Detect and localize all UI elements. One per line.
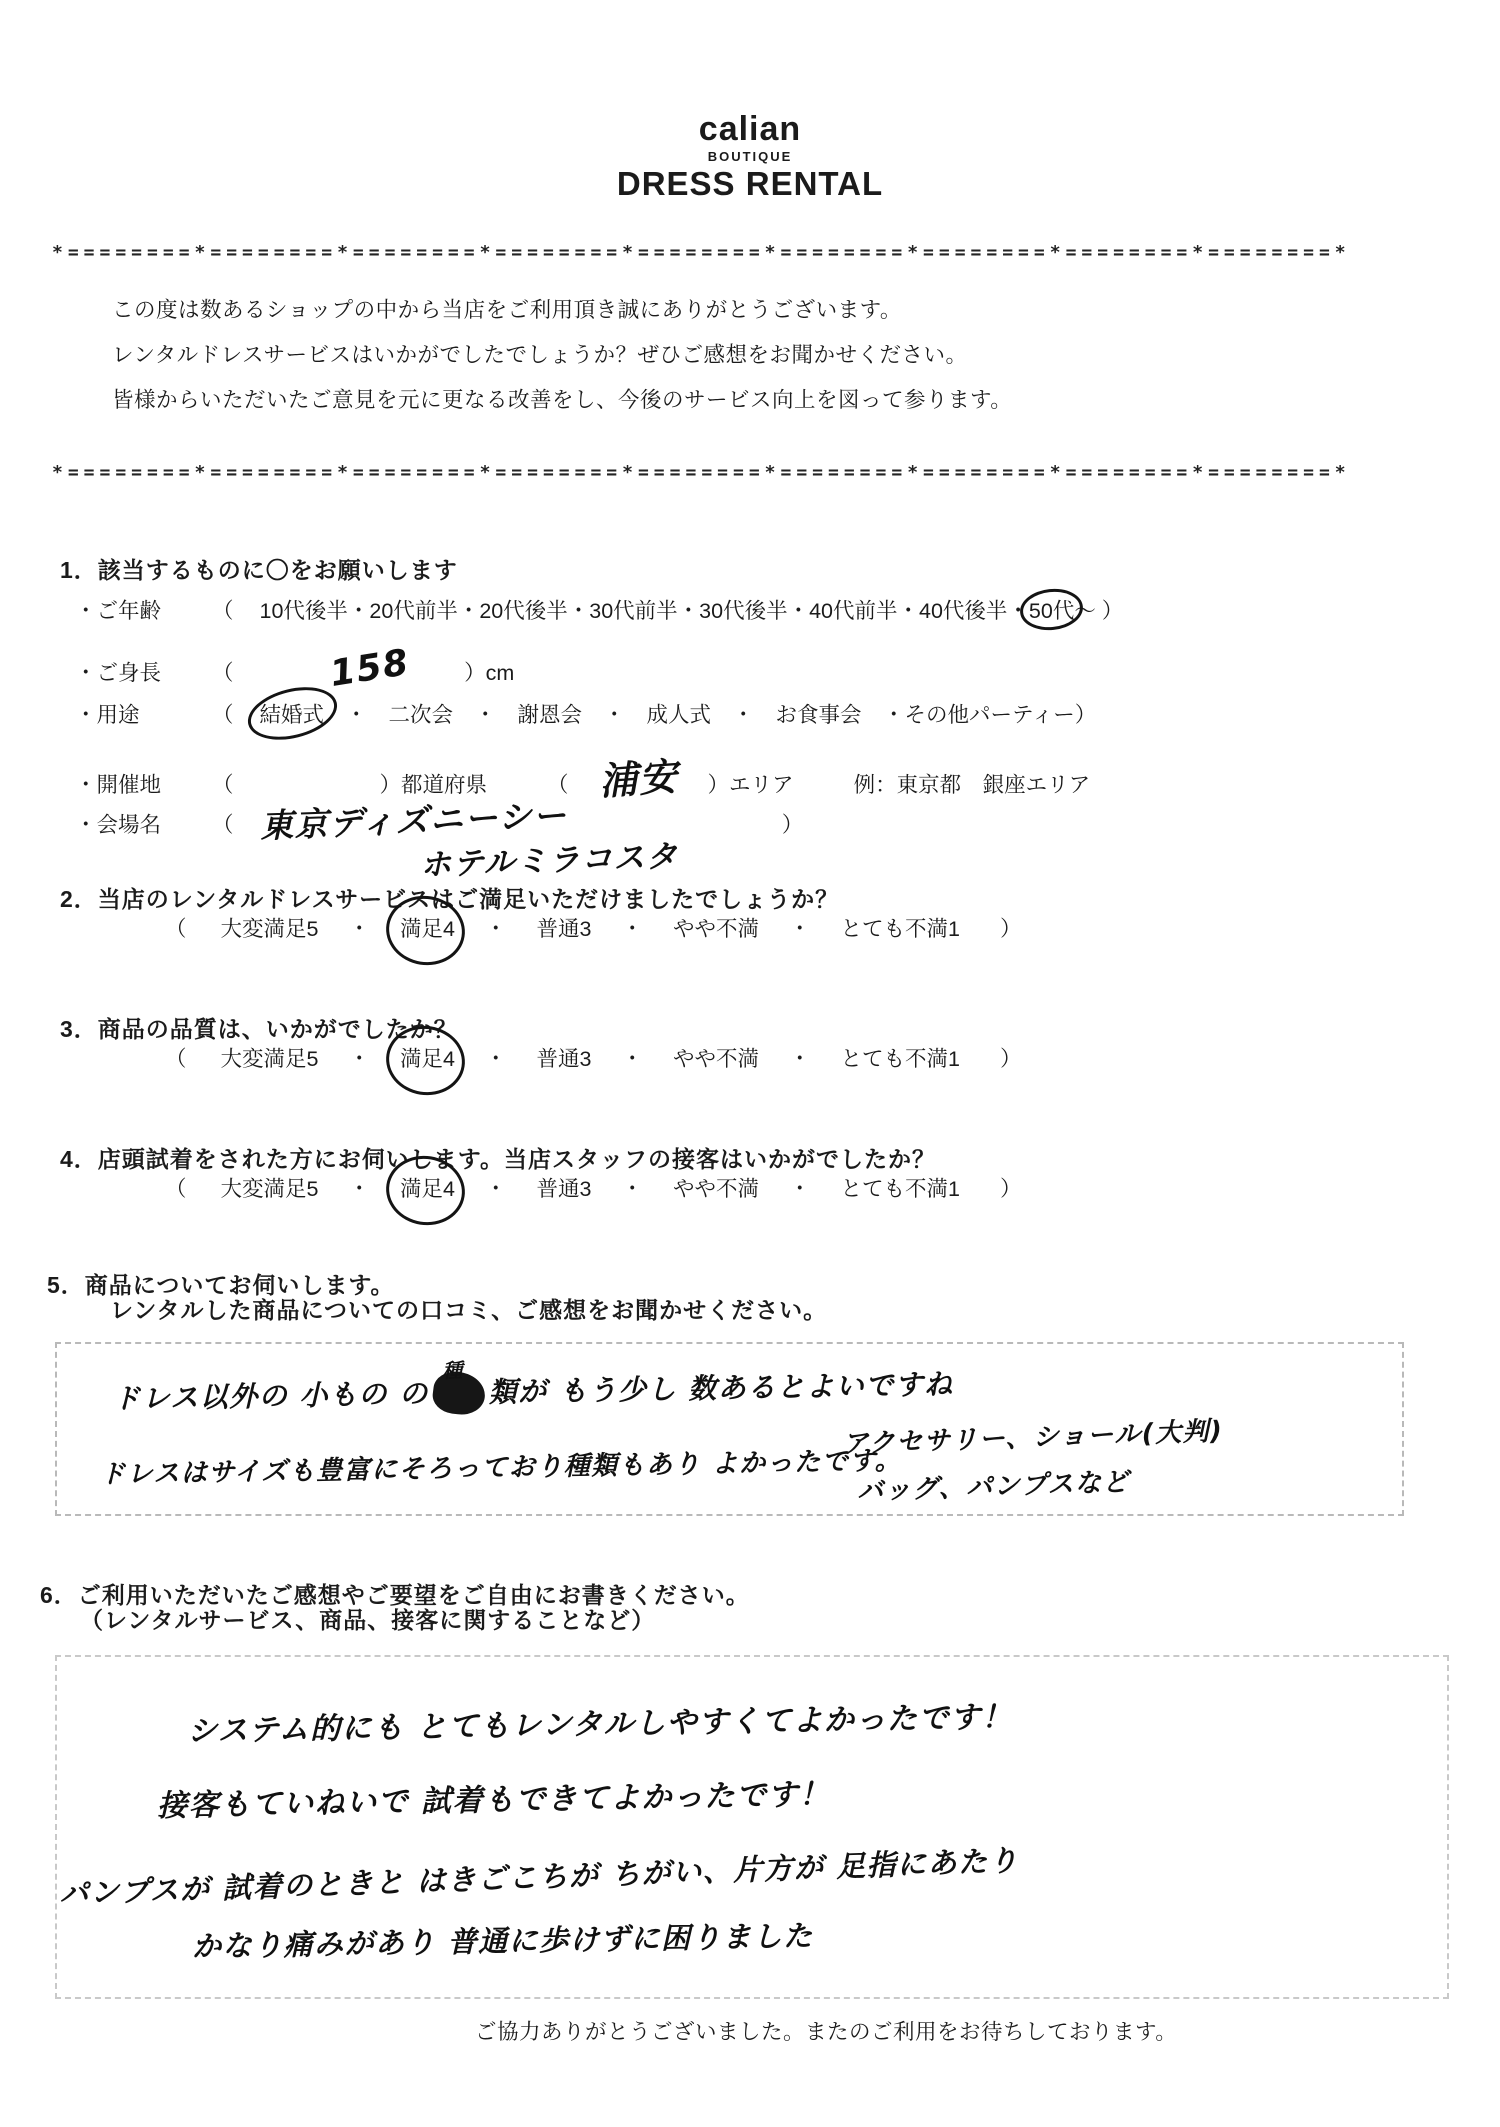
question-6-title: 6．ご利用いただいたご感想やご要望をご自由にお書きください。 (40, 1582, 750, 1609)
question-5-subtitle: レンタルした商品についての口コミ、ご感想をお聞かせください。 (110, 1297, 828, 1323)
question-5-title: 5．商品についてお伺いします。 (47, 1272, 395, 1299)
rating-open-paren: （ (165, 1047, 187, 1071)
rating-separator: ・ (348, 1177, 370, 1201)
rating-circle-mark (400, 1172, 455, 1203)
rating-close-paren: ） (999, 1047, 1022, 1071)
question-3-rating-options (165, 1042, 1021, 1073)
height-close-paren: ）cm (464, 661, 515, 685)
venue-handwritten-value-line2: ホテルミラコスタ (419, 838, 680, 884)
age-tail: ～ ） (1074, 599, 1124, 623)
intro-text (112, 288, 1012, 423)
q5-handwritten-line-2: ドレスはサイズも豊富にそろっており種類もあり よかったです。 (98, 1445, 903, 1491)
area-open-paren: （ (547, 773, 569, 797)
rating-option-4-selected: 満足4 (400, 1177, 455, 1201)
rating-open-paren: （ (165, 1177, 187, 1201)
venue-open-paren: （ (211, 813, 234, 837)
rating-option-5: 大変満足5 (220, 1177, 319, 1201)
age-circle-mark (1029, 594, 1074, 625)
rating-option-4-selected: 満足4 (400, 917, 455, 941)
rating-option-2: やや不満 (672, 1177, 759, 1201)
age-open-paren: （ (211, 599, 234, 623)
rating-separator: ・ (788, 1047, 811, 1071)
rating-separator: ・ (621, 1177, 643, 1201)
rating-option-1: とても不満1 (840, 1047, 960, 1071)
age-label: ・ご年齢 (75, 599, 162, 623)
height-open-paren: （ (211, 661, 234, 685)
q5-line1-pre: ドレス以外の 小もの の (111, 1376, 429, 1416)
rating-close-paren: ） (999, 917, 1022, 941)
q6-handwritten-line-2: 接客もていねいで 試着もできてよかったです！ (156, 1777, 831, 1824)
rating-option-5: 大変満足5 (220, 1047, 319, 1071)
rating-circle-mark (400, 912, 455, 943)
logo-calian: calian (698, 110, 802, 148)
q6-handwritten-line-3: パンプスが 試着のときと はきごこちが ちがい、片方が 足指にあたり (58, 1843, 1020, 1911)
venue-handwritten-value: 東京ディズニーシー (258, 795, 568, 846)
rating-separator: ・ (484, 1177, 507, 1201)
place-close-paren: ）都道府県 (379, 773, 488, 797)
height-label: ・ご身長 (75, 661, 162, 685)
q5-correction-char: 種 (442, 1358, 465, 1383)
age-options: 10代後半・20代前半・20代後半・30代前半・30代後半・40代前半・40代後半・ (259, 599, 1029, 623)
purpose-selected: 結婚式 (259, 703, 325, 727)
rating-circle-mark (400, 1042, 455, 1073)
rating-option-4-selected: 満足4 (400, 1047, 455, 1071)
height-row (75, 642, 515, 695)
rating-separator: ・ (788, 1177, 811, 1201)
rating-separator: ・ (788, 917, 811, 941)
scribbled-out-word (428, 1358, 489, 1413)
height-handwritten-value: 158 (326, 642, 412, 695)
venue-label: ・会場名 (75, 813, 162, 837)
rating-separator: ・ (621, 917, 643, 941)
age-row (75, 594, 1123, 625)
intro-line-2: レンタルドレスサービスはいかがでしたでしょうか？ぜひご感想をお聞かせください。 (112, 343, 968, 367)
footer-thanks: ご協力ありがとうございました。またのご利用をお待ちしております。 (475, 2020, 1178, 2044)
logo-dress-rental: DRESS RENTAL (616, 165, 884, 203)
purpose-open-paren: （ (211, 703, 234, 727)
q5-handwritten-note-2: バッグ、パンプスなど (856, 1467, 1131, 1507)
shop-logo (0, 112, 1500, 202)
area-handwritten-value: 浦安 (597, 754, 680, 804)
question-4-rating-options (165, 1172, 1021, 1203)
question-5-comment-box (55, 1342, 1404, 1516)
rating-open-paren: （ (165, 917, 187, 941)
place-open-paren: （ (211, 773, 234, 797)
venue-row (75, 795, 804, 846)
rating-option-3: 普通3 (536, 917, 592, 941)
rating-option-2: やや不満 (672, 917, 759, 941)
rating-close-paren: ） (999, 1177, 1022, 1201)
question-6-subtitle: （レンタルサービス、商品、接客に関することなど） (80, 1607, 656, 1633)
rating-option-3: 普通3 (536, 1177, 592, 1201)
rating-separator: ・ (348, 917, 370, 941)
purpose-row (75, 698, 1096, 729)
venue-close-paren: ） (781, 813, 804, 837)
rating-separator: ・ (484, 917, 507, 941)
question-4-title: 4．店頭試着をされた方にお伺いします。当店スタッフの接客はいかがでしたか？ (60, 1146, 936, 1173)
separator-line-bottom: *========*========*========*========*========*========*========*========*========* (52, 462, 1351, 483)
rating-option-3: 普通3 (536, 1047, 592, 1071)
rating-option-2: やや不満 (672, 1047, 759, 1071)
separator-line-top: *========*========*========*========*========*========*========*========*========* (52, 242, 1351, 263)
age-selected: 50代 (1028, 599, 1075, 623)
place-example: 例：東京都 銀座エリア (853, 773, 1091, 797)
rating-separator: ・ (484, 1047, 507, 1071)
question-1-title: 1．該当するものに〇をお願いします (60, 557, 458, 584)
rating-separator: ・ (621, 1047, 643, 1071)
area-close-paren: ）エリア (707, 773, 794, 797)
rating-option-5: 大変満足5 (220, 917, 319, 941)
place-label: ・開催地 (75, 773, 162, 797)
q5-line1-post: 類が もう少し 数あるとよいですね (488, 1367, 954, 1409)
purpose-options: ・ 二次会 ・ 謝恩会 ・ 成人式 ・ お食事会 ・その他パーティー） (324, 703, 1097, 727)
rating-separator: ・ (348, 1047, 370, 1071)
purpose-label: ・用途 (75, 703, 140, 727)
intro-line-3: 皆様からいただいたご意見を元に更なる改善をし、今後のサービス向上を図って参ります。 (112, 388, 1013, 412)
q6-handwritten-line-1: システム的にも とてもレンタルしやすくてよかったです！ (186, 1699, 1014, 1750)
question-3-title: 3．商品の品質は、いかがでしたか？ (60, 1016, 458, 1043)
question-2-rating-options (165, 912, 1021, 943)
question-6-comment-box (55, 1655, 1449, 1999)
q5-handwritten-note-1: アクセサリー、ショール(大判) (841, 1416, 1224, 1460)
logo-boutique: BOUTIQUE (707, 148, 793, 164)
intro-line-1: この度は数あるショップの中から当店をご利用頂き誠にありがとうございます。 (112, 298, 902, 322)
purpose-circle-mark (260, 698, 325, 729)
rating-option-1: とても不満1 (840, 1177, 960, 1201)
question-2-title: 2．当店のレンタルドレスサービスはご満足いただけましたでしょうか？ (60, 886, 840, 913)
rating-option-1: とても不満1 (840, 917, 960, 941)
q6-handwritten-line-4: かなり痛みがあり 普通に歩けずに困りました (191, 1918, 814, 1964)
q5-handwritten-line-1 (111, 1358, 954, 1419)
